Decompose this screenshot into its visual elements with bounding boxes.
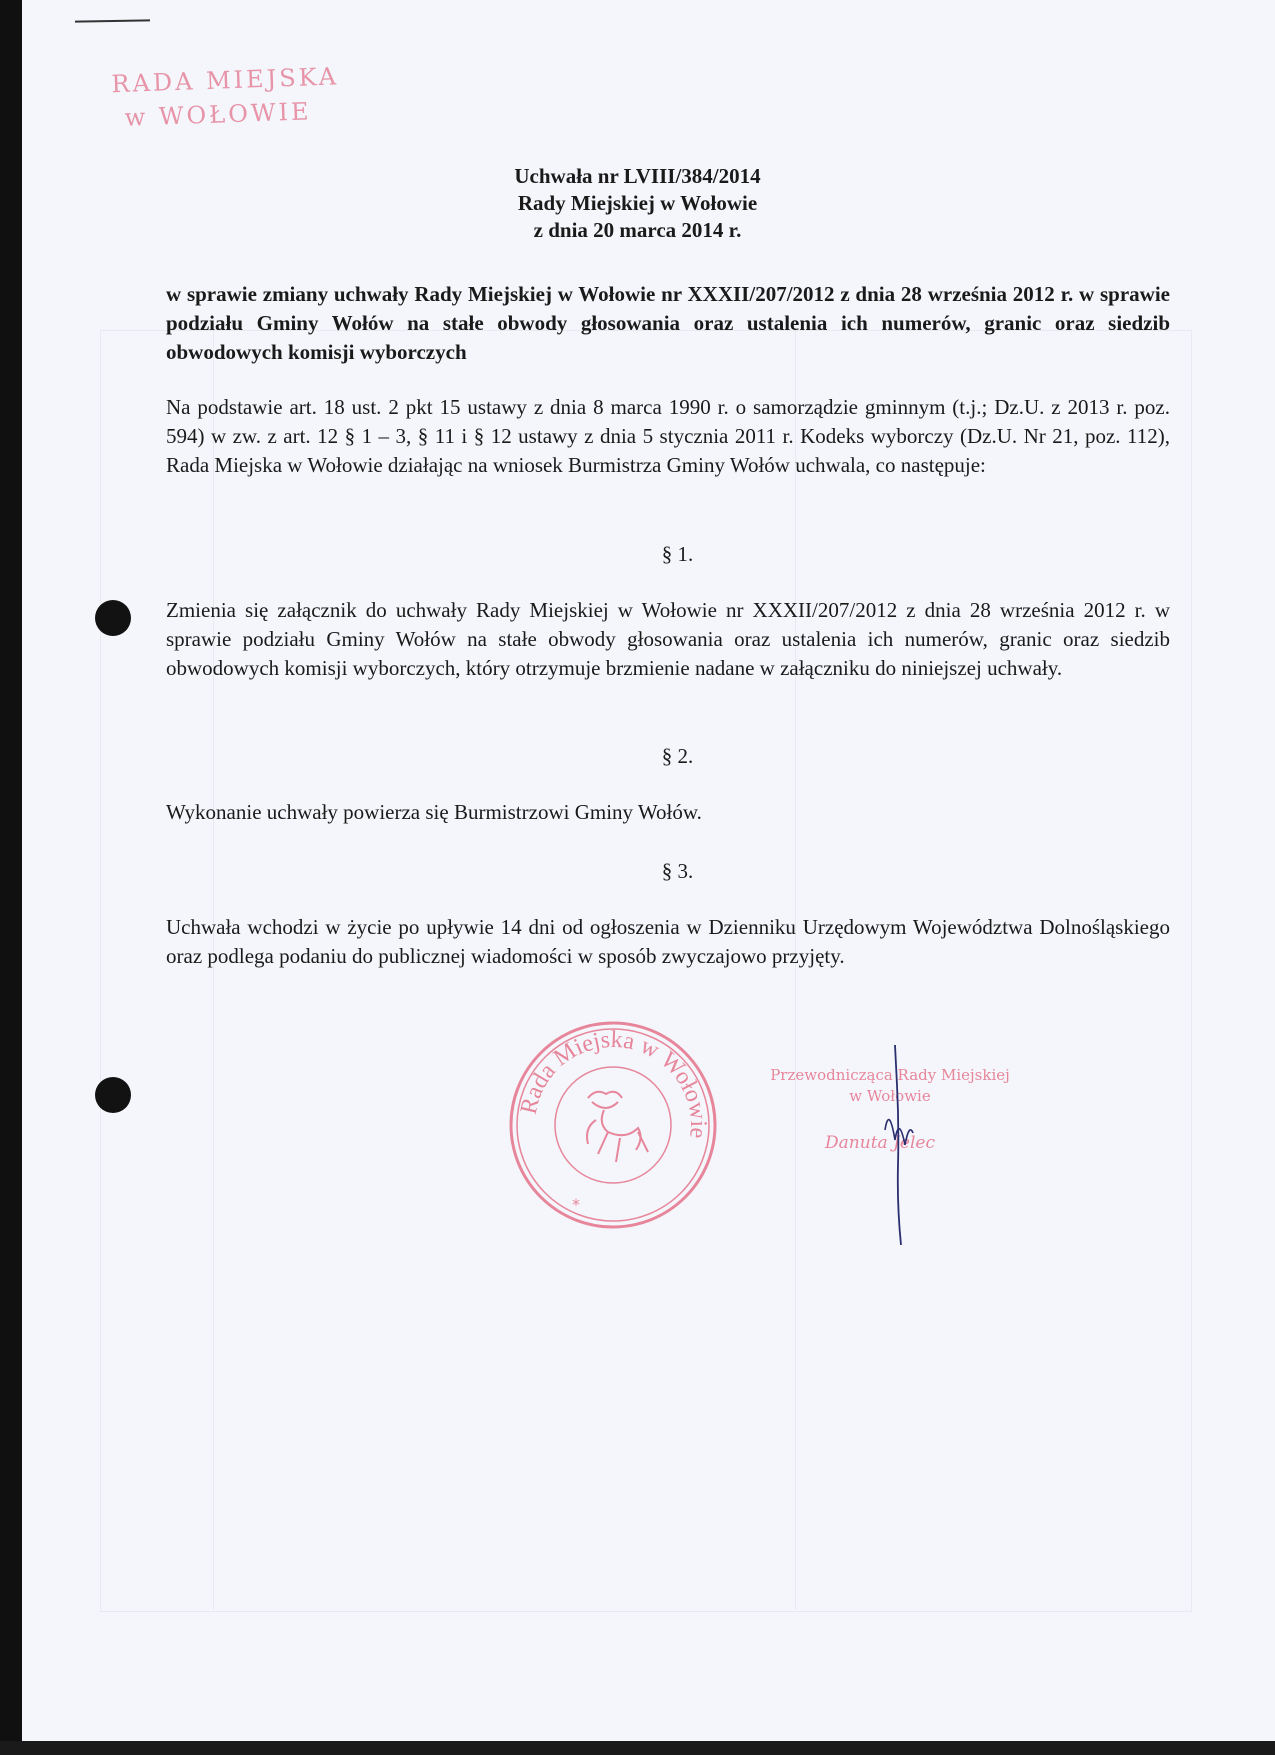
council-header-stamp (111, 57, 413, 135)
section-1-mark: § 1. (661, 542, 694, 566)
resolution-number: Uchwała nr LVIII/384/2014 (514, 164, 761, 188)
scan-bottom-edge (0, 1741, 1275, 1755)
section-3-text: Uchwała wchodzi w życie po upływie 14 dni od ogłoszenia w Dzienniku Urzędowym Województwa Dolnośląskiego oraz podlega podaniu do publicznej wiadomości w sposób zwyczajowo przyjęty. (166, 915, 1170, 968)
signatory-role-location: w Wołowie (849, 1087, 931, 1105)
resolution-issuer: Rady Miejskiej w Wołowie (517, 191, 758, 215)
section-3-mark: § 3. (661, 859, 694, 883)
corner-pen-stroke (75, 19, 150, 22)
seal-star-icon: * (572, 1195, 580, 1214)
resolution-title (0, 163, 1275, 244)
bleed-through-table (100, 330, 1192, 1612)
section-1-text: Zmienia się załącznik do uchwały Rady Miejskiej w Wołowie nr XXXII/207/2012 z dnia 28 września 2012 r. w sprawie podziału Gminy Wołów na stałe obwody głosowania oraz ustalenia ich numerów, granic oraz siedzib obwodowych komisji wyborczych, który otrzymuje brzmienie nadane w załączniku do niniejszej uchwały. (166, 598, 1170, 680)
stamp-line-2: w WOŁOWIE (124, 97, 312, 132)
seal-arc-text: Rada Miejska w Wołowie (515, 1026, 712, 1140)
resolution-subject: w sprawie zmiany uchwały Rady Miejskiej w Wołowie nr XXXII/207/2012 z dnia 28 września 2012 r. w sprawie podziału Gminy Wołów na stałe obwody głosowania oraz ustalenia ich numerów, granic oraz siedzib obwodowych komisji wyborczych (166, 282, 1170, 364)
handwritten-signature (865, 1045, 945, 1245)
stamp-line-1: RADA MIEJSKA (111, 62, 340, 99)
section-2-mark: § 2. (661, 744, 694, 768)
punch-hole (95, 1077, 131, 1113)
council-round-seal (508, 1020, 718, 1230)
resolution-date: z dnia 20 marca 2014 r. (533, 218, 742, 242)
signatory-role: Przewodnicząca Rady Miejskiej (770, 1066, 1010, 1084)
legal-basis-paragraph: Na podstawie art. 18 ust. 2 pkt 15 ustawy z dnia 8 marca 1990 r. o samorządzie gminnym (t.j.; Dz.U. z 2013 r. poz. 594) w zw. z art. 12 § 1 – 3, § 11 i § 12 ustawy z dnia 5 stycznia 2011 r. Kodeks wyborczy (Dz.U. Nr 21, poz. 112), Rada Miejska w Wołowie działając na wniosek Burmistrza Gminy Wołów uchwala, co następuje: (166, 395, 1170, 477)
section-2-text: Wykonanie uchwały powierza się Burmistrzowi Gminy Wołów. (166, 800, 702, 824)
punch-hole (95, 600, 131, 636)
bull-emblem-icon (587, 1092, 648, 1162)
signatory-name: Danuta Jelec (825, 1133, 935, 1153)
